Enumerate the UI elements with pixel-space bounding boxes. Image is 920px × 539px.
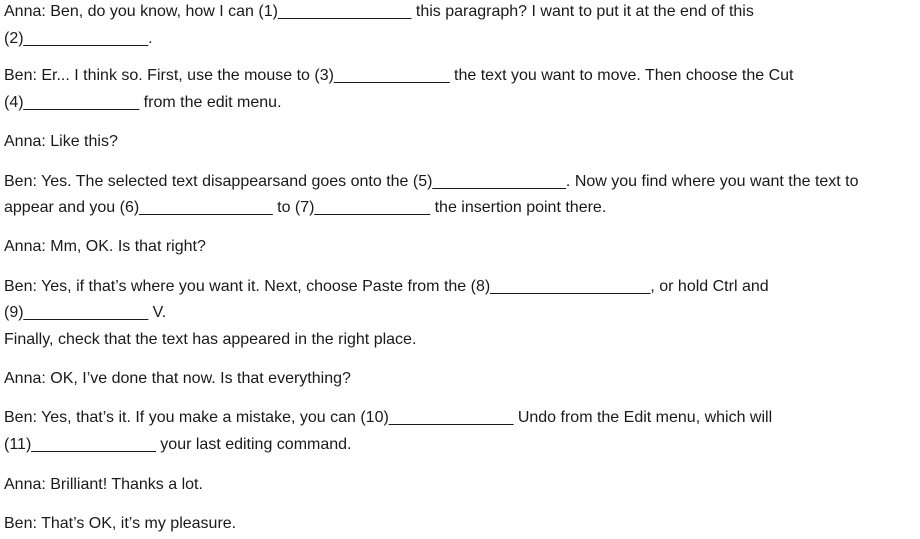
dialogue-line-5: Anna: Like this? xyxy=(4,133,118,150)
dialogue-line-2: (2)______________. xyxy=(4,30,153,47)
dialogue-line-8: Anna: Mm, OK. Is that right? xyxy=(4,238,206,255)
dialogue-line-11: Finally, check that the text has appeared in the right place. xyxy=(4,331,417,348)
dialogue-line-13: Ben: Yes, that’s it. If you make a mistake, you can (10)______________ Undo from the Edit menu, which will xyxy=(4,409,773,426)
dialogue-line-15: Anna: Brilliant! Thanks a lot. xyxy=(4,476,203,493)
dialogue-line-6: Ben: Yes. The selected text disappearsand goes onto the (5)_______________. Now you find where you want the text to xyxy=(4,173,859,190)
dialogue-line-10: (9)______________ V. xyxy=(4,304,167,321)
dialogue-line-9: Ben: Yes, if that’s where you want it. Next, choose Paste from the (8)__________________, or hold Ctrl and xyxy=(4,278,769,295)
dialogue-line-16: Ben: That’s OK, it’s my pleasure. xyxy=(4,515,237,532)
dialogue-line-7: appear and you (6)_______________ to (7)_____________ the insertion point there. xyxy=(4,199,607,216)
dialogue-line-12: Anna: OK, I’ve done that now. Is that everything? xyxy=(4,370,351,387)
dialogue-line-4: (4)_____________ from the edit menu. xyxy=(4,94,282,111)
dialogue-line-14: (11)______________ your last editing command. xyxy=(4,436,352,453)
dialogue-line-3: Ben: Er... I think so. First, use the mouse to (3)_____________ the text you want to move. Then choose the Cut xyxy=(4,67,794,84)
dialogue-line-1: Anna: Ben, do you know, how I can (1)_______________ this paragraph? I want to put it at the end of this xyxy=(4,3,754,20)
